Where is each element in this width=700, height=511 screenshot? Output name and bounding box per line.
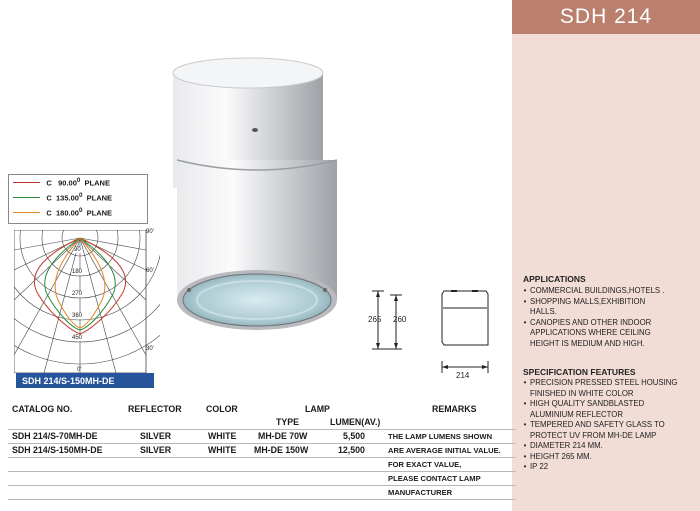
list-item: • IP 22	[523, 462, 549, 471]
cell-remarks: FOR EXACT VALUE,	[388, 460, 462, 469]
polar-angle-label: 60'	[146, 268, 154, 274]
cell-lumen: 12,500	[338, 445, 365, 455]
header-remarks: REMARKS	[432, 404, 477, 414]
header-reflector: REFLECTOR	[128, 404, 182, 414]
list-item: ALUMINIUM REFLECTOR	[530, 409, 623, 419]
polar-angle-label: 30'	[146, 346, 154, 352]
cell-reflector: SILVER	[140, 445, 172, 455]
list-item: • HEIGHT 265 MM.	[523, 451, 592, 461]
cell-remarks: PLEASE CONTACT LAMP	[388, 474, 481, 483]
header-lumen: LUMEN(AV.)	[330, 417, 381, 427]
list-item: APPLICATIONS WHERE CEILING	[530, 328, 651, 337]
list-item: HEIGHT IS MEDIUM AND HIGH.	[530, 338, 645, 348]
row-divider	[8, 429, 516, 430]
specification-heading: SPECIFICATION FEATURES	[523, 367, 636, 377]
product-title: SDH 214	[512, 0, 700, 34]
list-item: • HIGH QUALITY SANDBLASTED	[523, 399, 645, 408]
polar-ring-label: 90	[74, 247, 81, 253]
cell-type: MH-DE 150W	[254, 445, 309, 455]
polar-ring-label: 270	[72, 291, 83, 297]
list-item: • SHOPPING MALLS,EXHIBITION	[523, 296, 646, 306]
dimension-width: 214	[456, 371, 470, 380]
legend-entry: C 135.00$^0$ PLANE	[9, 190, 147, 205]
polar-angle-label: 90'	[146, 229, 154, 235]
list-item: • CANOPIES AND OTHER INDOOR	[523, 317, 652, 327]
cell-catalog: SDH 214/S-70MH-DE	[12, 431, 98, 441]
list-item: • TEMPERED AND SAFETY GLASS TO	[523, 420, 665, 429]
dimension-height-inner: 260	[393, 315, 407, 324]
cell-reflector: SILVER	[140, 431, 172, 441]
header-type: TYPE	[276, 417, 299, 427]
list-item: • COMMERCIAL BUILDINGS,HOTELS .	[523, 286, 665, 295]
header-catalog: CATALOG NO.	[12, 404, 73, 414]
cell-type: MH-DE 70W	[258, 431, 308, 441]
legend-entry: C 180.00$^0$ PLANE	[9, 205, 147, 220]
polar-ring-label: 180	[72, 269, 83, 275]
polar-ring-label: 360	[72, 313, 83, 319]
polar-ring-label: 450	[72, 335, 83, 341]
row-divider	[8, 457, 516, 458]
dimension-height-outer: 265	[368, 315, 382, 324]
row-divider	[8, 443, 516, 444]
applications-heading: APPLICATIONS	[523, 274, 586, 284]
cell-color: WHITE	[208, 445, 237, 455]
list-item: HALLS.	[530, 307, 557, 316]
cell-color: WHITE	[208, 431, 237, 441]
list-item: • DIAMETER 214 MM.	[523, 441, 603, 450]
list-item: PROTECT UV FROM MH-DE LAMP	[530, 430, 657, 440]
polar-diagram-caption: SDH 214/S-150MH-DE	[16, 373, 154, 388]
applications-list	[520, 286, 698, 349]
header-color: COLOR	[206, 404, 238, 414]
list-item: • PRECISION PRESSED STEEL HOUSING	[523, 378, 678, 387]
legend-entry: C 90.00$^0$ PLANE	[9, 175, 147, 190]
list-item: FINISHED IN WHITE COLOR	[530, 388, 634, 398]
cell-remarks: MANUFACTURER	[388, 488, 453, 497]
row-divider	[8, 471, 516, 472]
cell-remarks: THE LAMP LUMENS SHOWN	[388, 432, 493, 441]
cell-catalog: SDH 214/S-150MH-DE	[12, 445, 103, 455]
header-lamp: LAMP	[305, 404, 330, 414]
row-divider	[8, 499, 516, 500]
row-divider	[8, 485, 516, 486]
cell-remarks: ARE AVERAGE INITIAL VALUE.	[388, 446, 501, 455]
specification-list	[520, 378, 698, 473]
polar-angle-label: 0'	[77, 367, 82, 373]
cell-lumen: 5,500	[343, 431, 366, 441]
